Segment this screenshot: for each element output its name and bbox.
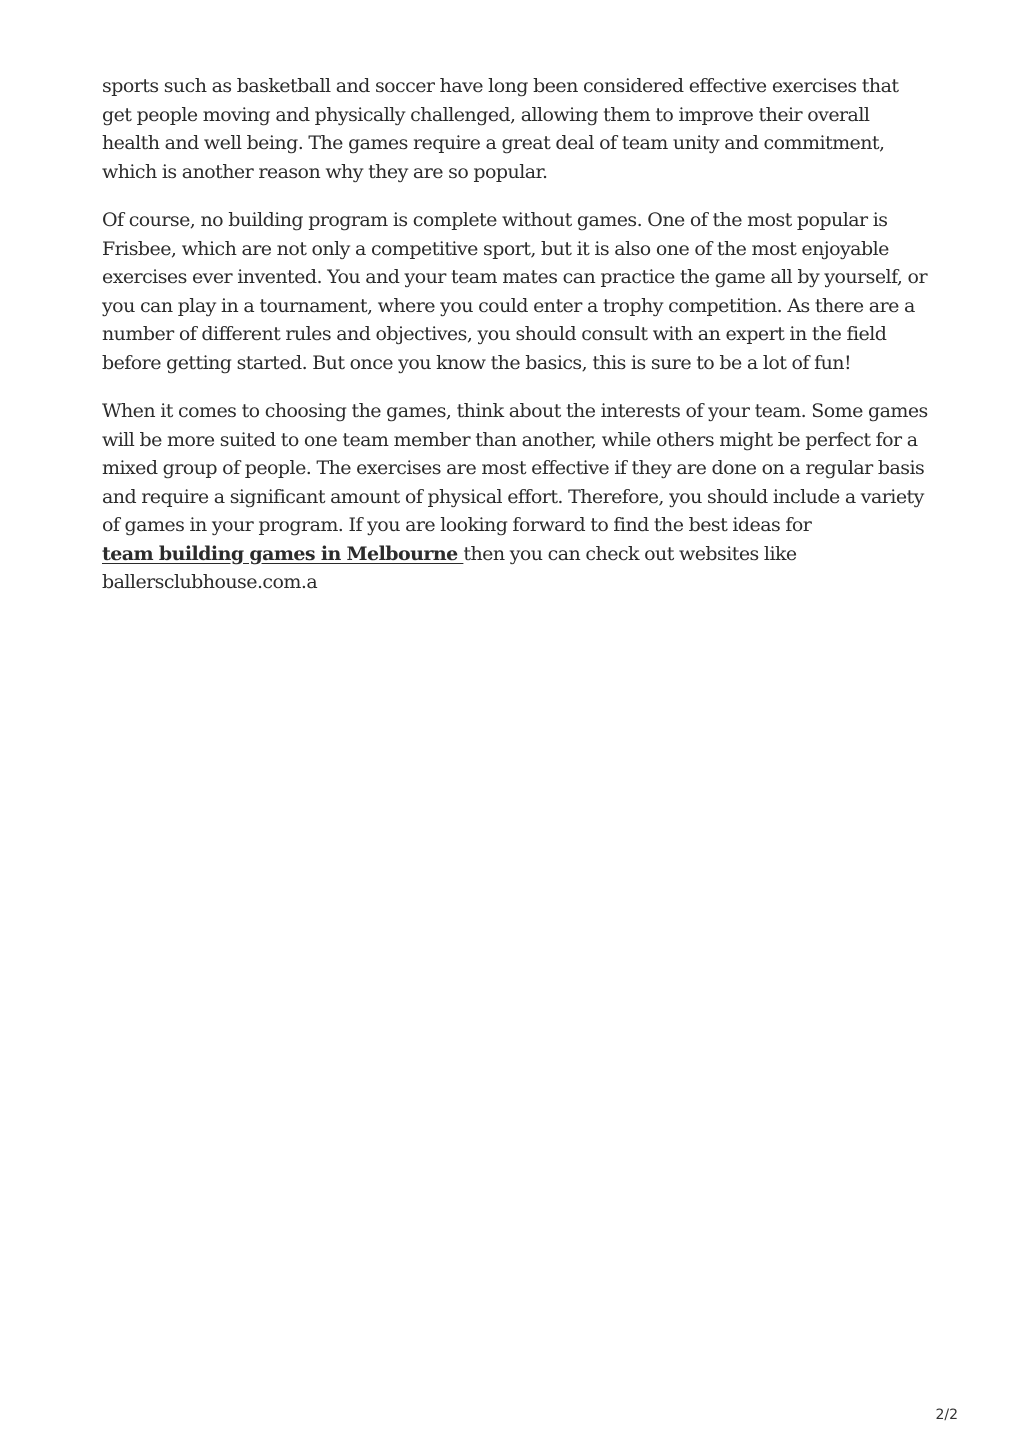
document-body (102, 72, 932, 617)
paragraph-2: Of course, no building program is complete without games. One of the most popular is Frisbee, which are not only a competitive sport, but it is also one of the most enjoyable exercises ever invented. You and your team mates can practice the game all by yourself, or you can play in a tournament, where you could enter a trophy competition. As there are a number of different rules and objectives, you should consult with an expert in the field before getting started. But once you know the basics, this is sure to be a lot of fun! (102, 209, 927, 374)
paragraph-3-text-after-link: then you can check out websites like ballersclubhouse.com.a (102, 542, 797, 593)
team-building-link[interactable]: team building games in Melbourne (102, 542, 464, 565)
paragraph-3-text-before-link: When it comes to choosing the games, think about the interests of your team. Some games will be more suited to one team member than another, while others might be perfect for a mixed group of people. The exercises are most effective if they are done on a regular basis and require a significant amount of physical effort. Therefore, you should include a variety of games in your program. If you are looking forward to find the best ideas for (102, 400, 928, 536)
paragraph-3 (102, 397, 932, 597)
paragraph-1: sports such as basketball and soccer have long been considered effective exercises that get people moving and physically challenged, allowing them to improve their overall health and well being. The games require a great deal of team unity and commitment, which is another reason why they are so popular. (102, 75, 899, 183)
page-number: 2/2 (935, 1407, 958, 1423)
